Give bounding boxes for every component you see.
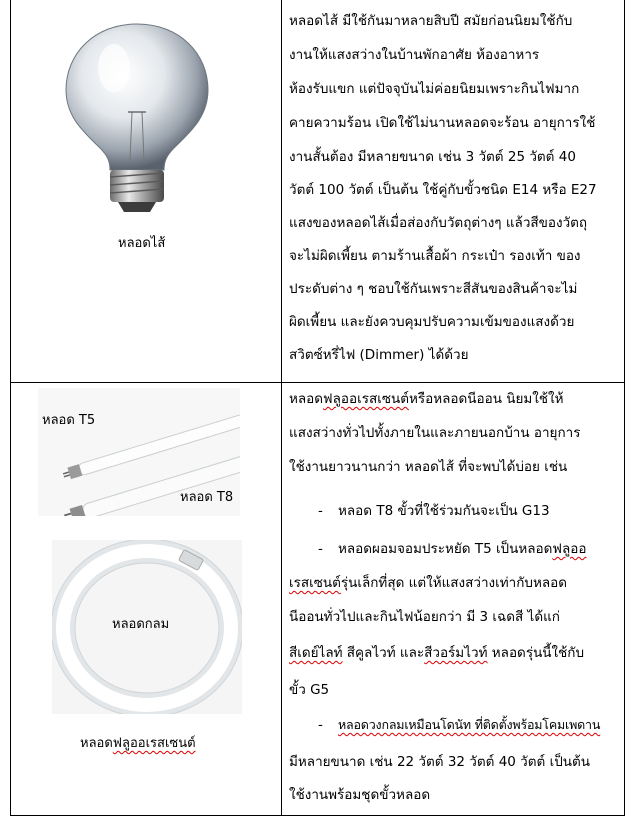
incandescent-bulb-image (62, 20, 212, 216)
text-span-underlined: ฟลูออ (552, 541, 587, 557)
text-line: มีหลายขนาด เช่น 22 วัตต์ 32 วัตต์ 40 วัตต์ เป็นต้น (289, 754, 590, 770)
text-line: แสงสว่างทั่วไปทั้งภายในและภายนอกบ้าน อายุการ (289, 425, 581, 441)
circular-lamp-image (52, 540, 242, 714)
text-line: แสงของหลอดไส้เมื่อส่องกับวัตถุต่างๆ แล้วสีของวัตถุ (289, 215, 588, 231)
fluorescent-tubes-image (38, 388, 240, 516)
text-line (289, 389, 564, 409)
text-line: ประดับต่าง ๆ ชอบใช้กันเพราะสีสันของสินค้าจะไม่ (289, 281, 578, 297)
fluorescent-caption (80, 735, 196, 753)
text-line: คายความร้อน เปิดใช้ไม่นานหลอดจะร้อน อายุการใช้ (289, 115, 596, 131)
caption-text-underlined: ฟลูออเรสเซนต์ (112, 736, 196, 751)
ring-label: หลอดกลม (112, 617, 170, 632)
text-line: งานสั้นต้อง มีหลายขนาด เช่น 3 วัตต์ 25 วัตต์ 40 (289, 149, 576, 165)
text-line: วัตต์ 100 วัตต์ เป็นต้น ใช้คู่กับขั้วชนิด E14 หรือ E27 (289, 182, 597, 198)
text-span: หรือหลอดนีออน นิยมใช้ให้ (408, 391, 564, 407)
text-line (289, 643, 584, 663)
text-span: สีคูลไวท์ และ (342, 645, 425, 661)
text-line: จะไม่ผิดเพี้ยน ตามร้านเสื้อผ้า กระเป๋า รองเท้า ของ (289, 248, 581, 264)
text-line: ใช้งานพร้อมชุดขั้วหลอด (289, 787, 431, 803)
text-line: ขั้ว G5 (289, 682, 330, 698)
text-span: หลอด (289, 391, 324, 407)
text-line: ห้องรับแขก แต่ปัจจุบันไม่ค่อยนิยมเพราะกินไฟมาก (289, 81, 580, 97)
text-line: งานให้แสงสว่างในบ้านพักอาศัย ห้องอาหาร (289, 47, 540, 63)
text-line: หลอดไส้ มีใช้กันมาหลายสิบปี สมัยก่อนนิยมใช้กับ (289, 13, 573, 29)
text-span-underlined: ฟลูออเรสเซนต์ (323, 391, 409, 407)
text-line (289, 573, 567, 593)
table-border-bottom (10, 815, 625, 816)
text-span-underlined: เรสเซนต์ (289, 575, 341, 591)
bullet-ring: หลอดวงกลมเหมือนโดนัท ที่ติดตั้งพร้อมโคมเพดาน (338, 717, 601, 732)
bullet-t8: หลอด T8 ขั้วที่ใช้ร่วมกันจะเป็น G13 (338, 503, 550, 519)
bullet-dash: - (318, 503, 323, 519)
text-span-underlined: สีเดย์ไลท์ (289, 645, 343, 661)
bullet-dash: - (318, 717, 323, 733)
table-divider-column (281, 0, 282, 816)
text-span: หลอดรุ่นนี้ใช้กับ (487, 645, 585, 661)
text-line: สวิตซ์หรี่ไฟ (Dimmer) ได้ด้วย (289, 347, 469, 363)
table-border-left (10, 0, 11, 816)
bullet-dash: - (318, 541, 323, 557)
t8-label: หลอด T8 (180, 490, 234, 505)
text-line: ผิดเพี้ยน และยังควบคุมปรับความเข้มของแสงด้วย (289, 314, 575, 330)
bullet-t5 (338, 539, 586, 559)
table-divider-row (10, 382, 625, 383)
table-border-right (624, 0, 625, 816)
caption-text: หลอด (80, 736, 113, 751)
incandescent-caption: หลอดไส้ (118, 236, 166, 251)
text-line: นีออนทั่วไปและกินไฟน้อยกว่า มี 3 เฉดสี ได้แก่ (289, 609, 560, 625)
text-line: ใช้งานยาวนานกว่า หลอดไส้ ที่จะพบได้บ่อย เช่น (289, 459, 568, 475)
text-span-underlined: สีวอร์มไวท์ (424, 645, 488, 661)
text-span: รุ่นเล็กที่สุด แต่ให้แสงสว่างเท่ากับหลอด (340, 575, 567, 591)
text-span: หลอดผอมจอมประหยัด T5 เป็นหลอด (338, 541, 553, 557)
t5-label: หลอด T5 (42, 413, 96, 428)
